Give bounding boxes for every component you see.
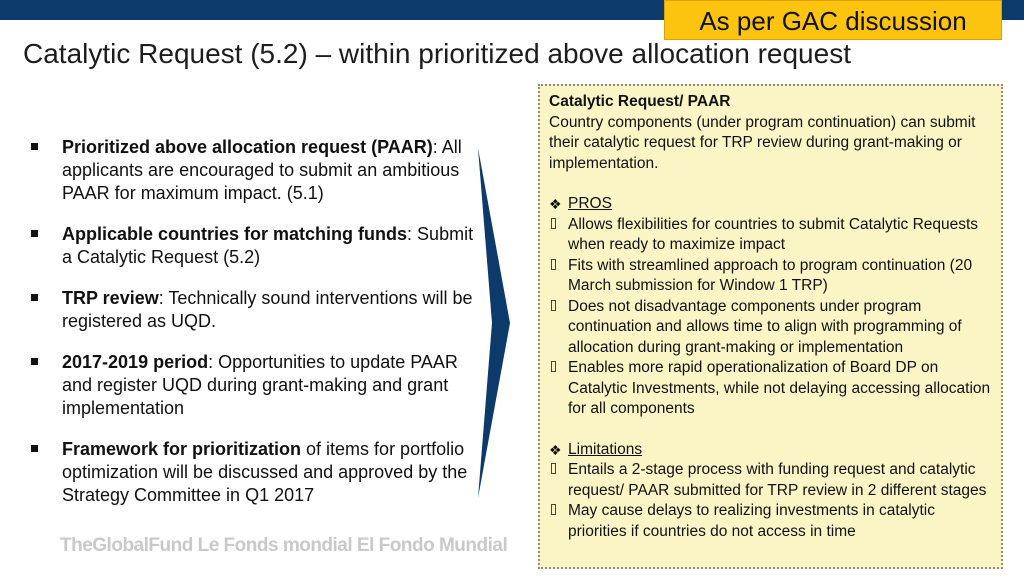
bullet-item	[28, 351, 478, 420]
bullet-item	[28, 136, 478, 205]
square-bullet-icon	[31, 143, 38, 150]
pros-list	[549, 215, 993, 420]
slide-title: Catalytic Request (5.2) – within prioritized above allocation request	[23, 38, 851, 69]
limitations-label: Limitations	[568, 440, 643, 458]
pros-label: PROS	[568, 195, 612, 212]
chevron-arrow-icon	[476, 148, 512, 498]
catalytic-request-panel	[538, 84, 1003, 569]
box-bullet-icon	[551, 463, 556, 474]
panel-intro: Country components (under program continuation) can submit their catalytic request for TRP review during grant-making or implementation.	[549, 113, 976, 172]
bullet-text: of items for portfolio optimization will be discussed and approved by the Strategy Committee in Q1 2017	[62, 439, 468, 505]
bullet-item	[28, 438, 478, 507]
list-item	[549, 460, 993, 501]
list-item-text: Allows flexibilities for countries to submit Catalytic Requests when ready to maximize impact	[568, 215, 979, 253]
bullet-text: : All applicants are encouraged to submit an ambitious PAAR for maximum impact. (5.1)	[62, 137, 462, 203]
list-item-text: Does not disadvantage components under program continuation and allows time to align with programming of allocation during grant-making or implementation	[568, 297, 962, 356]
list-item	[549, 215, 993, 256]
bullet-bold: 2017-2019 period	[62, 352, 209, 372]
box-bullet-icon	[551, 504, 556, 515]
diamond-bullet-icon: ❖	[549, 196, 562, 212]
bullet-item	[28, 223, 478, 269]
limitations-list	[549, 460, 993, 542]
bullet-bold: Prioritized above allocation request (PAAR)	[62, 137, 433, 157]
bullet-item	[28, 287, 478, 333]
global-fund-logo	[60, 535, 507, 557]
pros-section	[549, 194, 993, 215]
bullet-text: : Opportunities to update PAAR and register UQD during grant-making and grant implementation	[62, 352, 458, 418]
box-bullet-icon	[551, 300, 556, 311]
list-item	[549, 358, 993, 420]
status-badge: As per GAC discussion	[664, 0, 1002, 40]
list-item	[549, 256, 993, 297]
list-item	[549, 297, 993, 359]
list-item-text: Enables more rapid operationalization of Board DP on Catalytic Investments, while not delaying accessing allocation for all components	[568, 359, 991, 417]
list-item-text: Entails a 2-stage process with funding request and catalytic request/ PAAR submitted for TRP review in 2 different stages	[568, 461, 987, 499]
bullet-text: : Technically sound interventions will be registered as UQD.	[62, 288, 473, 331]
bullet-bold: Applicable countries for matching funds	[62, 224, 408, 244]
box-bullet-icon	[551, 218, 556, 229]
diamond-bullet-icon: ❖	[549, 441, 562, 458]
bullet-bold: TRP review	[62, 288, 159, 308]
bullet-text: : Submit a Catalytic Request (5.2)	[62, 224, 474, 267]
logo-text: TheGlobalFund Le Fonds mondial El Fondo Mundial	[60, 535, 508, 556]
square-bullet-icon	[31, 445, 38, 452]
bullet-list	[28, 136, 478, 525]
square-bullet-icon	[31, 358, 38, 365]
square-bullet-icon	[31, 294, 38, 301]
panel-heading: Catalytic Request/ PAAR	[549, 93, 731, 110]
list-item-text: Fits with streamlined approach to program continuation (20 March submission for Window 1 TRP)	[568, 256, 973, 294]
list-item-text: May cause delays to realizing investments in catalytic priorities if countries do not access in time	[568, 502, 935, 540]
bullet-bold: Framework for prioritization	[62, 439, 302, 459]
box-bullet-icon	[551, 259, 556, 270]
square-bullet-icon	[31, 230, 38, 237]
box-bullet-icon	[551, 361, 556, 372]
limitations-section	[549, 440, 993, 461]
list-item	[549, 501, 993, 542]
